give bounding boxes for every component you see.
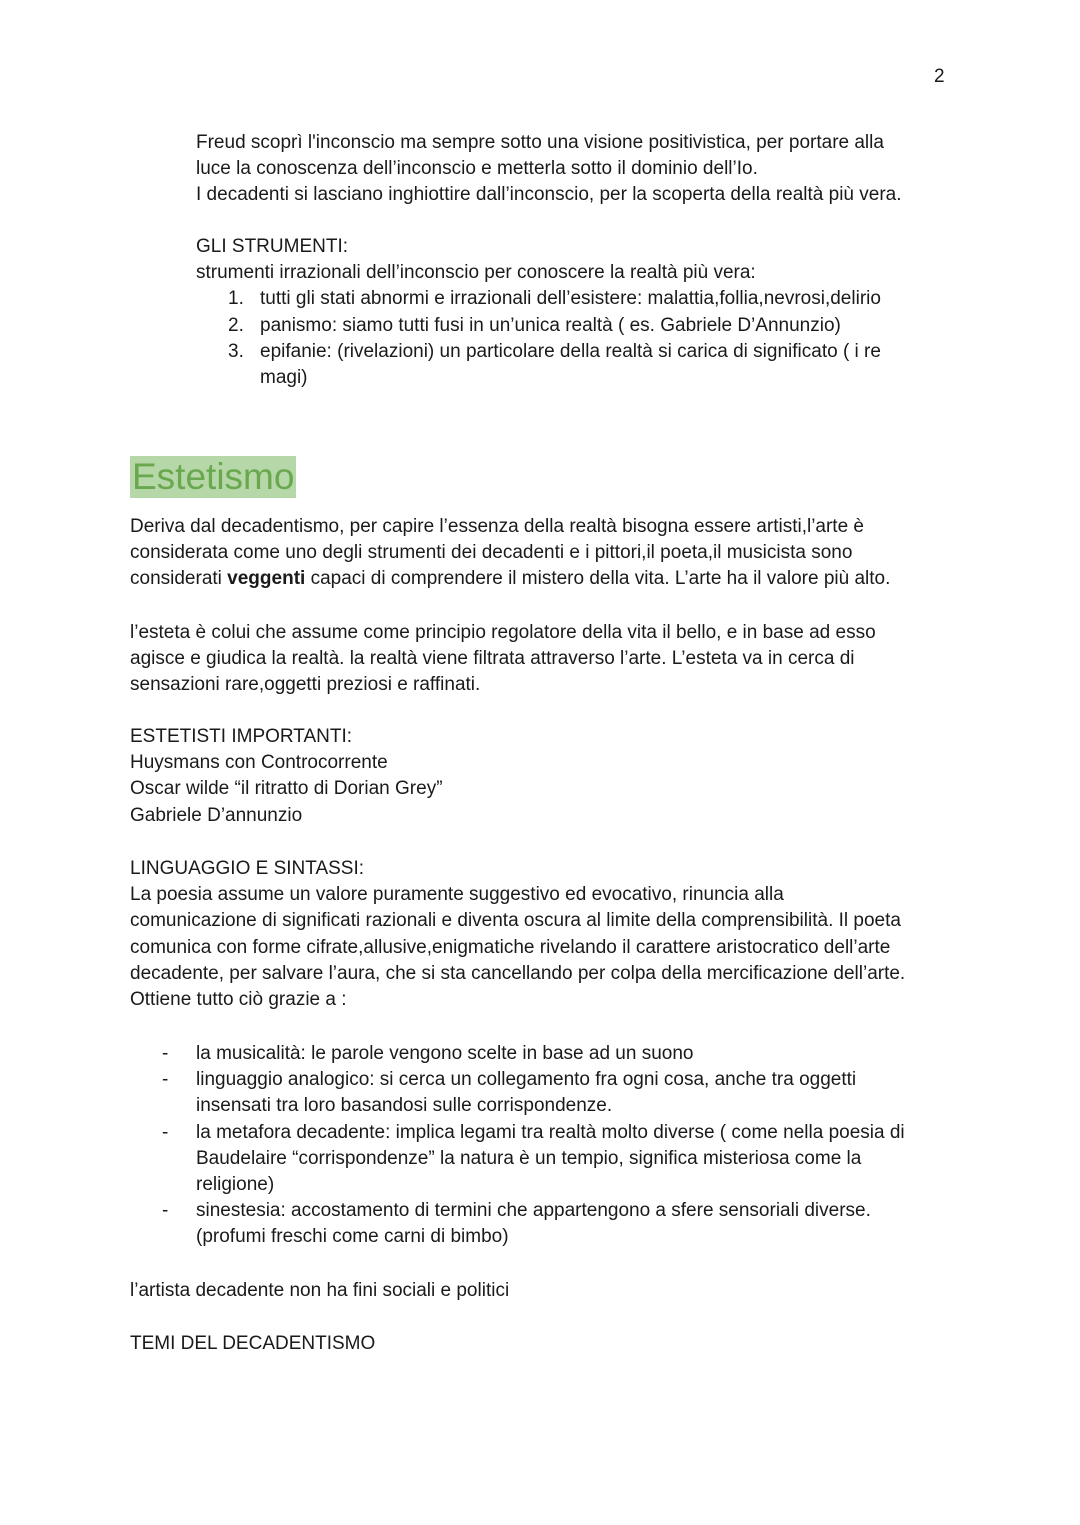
list-item (130, 1067, 960, 1119)
paragraph-line: La poesia assume un valore puramente suggestivo ed evocativo, rinuncia alla (130, 884, 784, 906)
list-item-text: linguaggio analogico: si cerca un collegamento fra ogni cosa, anche tra oggetti (196, 1069, 857, 1091)
tools-subtitle: strumenti irrazionali dell’inconscio per conoscere la realtà più vera: (196, 262, 756, 284)
text-span: capaci di comprendere il mistero della vita. L’arte ha il valore più alto. (305, 568, 891, 590)
intro-line: luce la conoscenza dell’inconscio e metterla sotto il dominio dell’Io. (196, 158, 758, 180)
aesthetes-title: ESTETISTI IMPORTANTI: (130, 726, 353, 747)
list-item (196, 339, 956, 391)
intro-line: I decadenti si lasciano inghiottire dall’inconscio, per la scoperta della realtà più vera. (196, 184, 902, 206)
list-item (130, 1120, 960, 1199)
dash-bullet: - (162, 1069, 169, 1091)
bold-term: veggenti (227, 568, 306, 590)
dash-bullet: - (162, 1043, 169, 1064)
intro-paragraph (196, 130, 956, 209)
aesthete-name: Huysmans con Controcorrente (130, 752, 388, 774)
paragraph-line: Deriva dal decadentismo, per capire l’essenza della realtà bisogna essere artisti,l’arte è (130, 516, 864, 537)
paragraph-line (130, 566, 960, 592)
tools-section (196, 234, 956, 391)
list-item-text: la metafora decadente: implica legami tra realtà molto diverse ( come nella poesia di (196, 1121, 905, 1143)
list-item (130, 1041, 960, 1067)
page-number: 2 (934, 66, 945, 87)
aesthetes-section (130, 724, 960, 829)
estetismo-paragraph (130, 514, 960, 593)
list-number: 3. (228, 340, 244, 362)
text-span: considerati (130, 568, 228, 590)
tools-title: GLI STRUMENTI: (196, 236, 349, 257)
list-item-text: magi) (260, 367, 308, 389)
list-item-text: panismo: siamo tutti fusi in un’unica realtà ( es. Gabriele D’Annunzio) (260, 314, 841, 336)
list-item-text: epifanie: (rivelazioni) un particolare della realtà si carica di significato ( i re (260, 340, 881, 362)
aesthete-name: Gabriele D’annunzio (130, 804, 303, 826)
list-item (196, 286, 956, 312)
list-item (130, 1198, 960, 1250)
list-item-text: religione) (196, 1174, 275, 1196)
aesthete-name: Oscar wilde “il ritratto di Dorian Grey” (130, 778, 443, 800)
paragraph-line: Ottiene tutto ciò grazie a : (130, 989, 347, 1011)
list-item-text: la musicalità: le parole vengono scelte in base ad un suono (196, 1043, 694, 1064)
devices-section (130, 1041, 960, 1251)
dash-bullet: - (162, 1121, 169, 1143)
language-section (130, 856, 960, 1013)
paragraph-line: comunicazione di significati razionali e diventa oscura al limite della comprensibilità. Il poeta (130, 910, 901, 932)
paragraph-line: sensazioni rare,oggetti preziosi e raffinati. (130, 674, 481, 696)
list-item-text: (profumi freschi come carni di bimbo) (196, 1226, 509, 1248)
paragraph-line: agisce e giudica la realtà. la realtà viene filtrata attraverso l’arte. L’esteta va in cerca di (130, 648, 855, 670)
devices-list (130, 1041, 960, 1251)
dash-bullet: - (162, 1200, 169, 1222)
themes-title: TEMI DEL DECADENTISMO (130, 1333, 376, 1354)
closing-line: l’artista decadente non ha fini sociali e politici (130, 1280, 510, 1301)
section-heading: Estetismo (132, 456, 295, 497)
list-item-text: insensati tra loro basandosi sulle corrispondenze. (196, 1095, 613, 1117)
list-number: 2. (228, 314, 244, 336)
paragraph-line: comunica con forme cifrate,allusive,enigmatiche rivelando il carattere aristocratico dell’arte (130, 936, 891, 958)
paragraph-line: l’esteta è colui che assume come principio regolatore della vita il bello, e in base ad esso (130, 622, 876, 643)
tools-list (196, 286, 956, 391)
list-item (196, 313, 956, 339)
language-title: LINGUAGGIO E SINTASSI: (130, 858, 365, 879)
paragraph-line: considerata come uno degli strumenti dei decadenti e i pittori,il poeta,il musicista sono (130, 542, 853, 564)
list-item-text: Baudelaire “corrispondenze” la natura è un tempio, significa misteriosa come la (196, 1147, 862, 1169)
list-item-text: sinestesia: accostamento di termini che appartengono a sfere sensoriali diverse. (196, 1200, 871, 1222)
intro-line: Freud scoprì l'inconscio ma sempre sotto una visione positivistica, per portare alla (196, 132, 884, 153)
list-item-text: tutti gli stati abnormi e irrazionali dell’esistere: malattia,follia,nevrosi,delirio (260, 288, 881, 310)
esteta-paragraph (130, 620, 960, 699)
paragraph-line: decadente, per salvare l’aura, che si sta cancellando per colpa della mercificazione dell’arte. (130, 962, 906, 984)
list-number: 1. (228, 288, 244, 310)
